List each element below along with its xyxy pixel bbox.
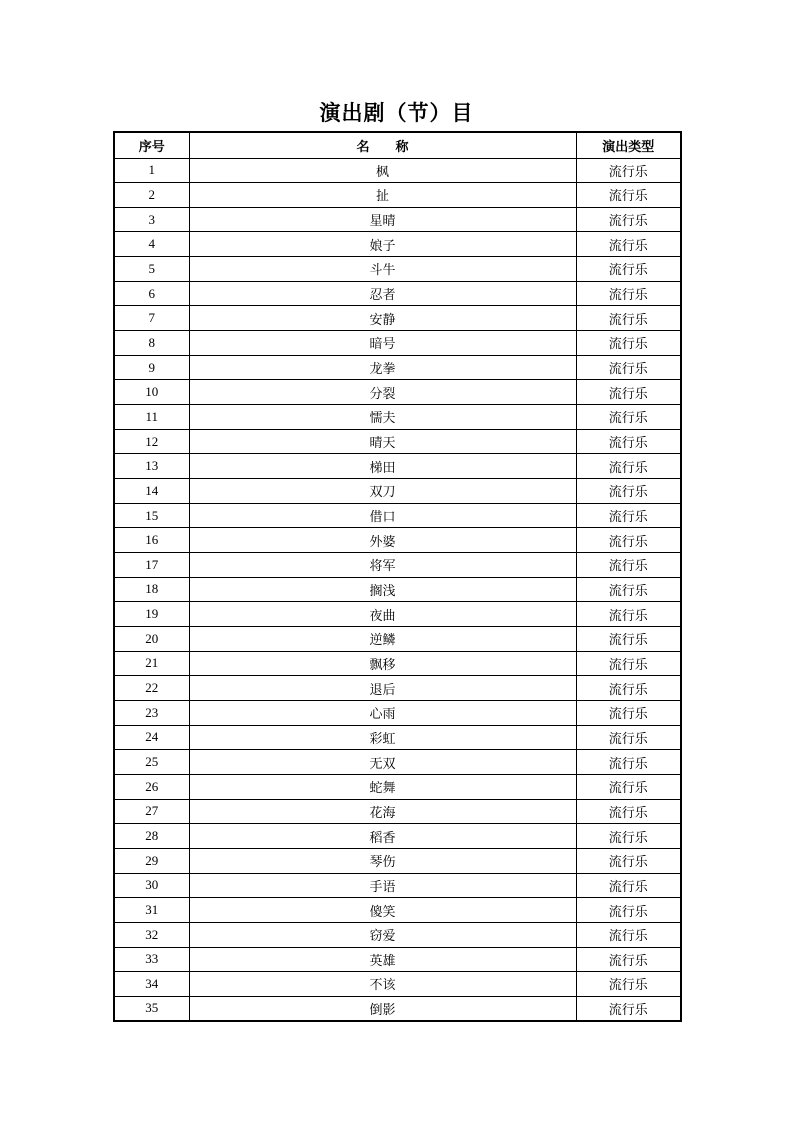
table-row (114, 207, 681, 232)
cell-name: 斗牛 (189, 257, 576, 282)
cell-type: 流行乐 (576, 454, 681, 479)
page-title: 演出剧（节）目 (319, 101, 474, 125)
table-row (114, 848, 681, 873)
cell-type: 流行乐 (576, 355, 681, 380)
table-row (114, 479, 681, 504)
cell-name: 心雨 (189, 700, 576, 725)
cell-index: 21 (114, 651, 189, 676)
cell-type: 流行乐 (576, 602, 681, 627)
cell-name: 逆鳞 (189, 626, 576, 651)
cell-name: 退后 (189, 676, 576, 701)
cell-index: 20 (114, 626, 189, 651)
cell-index: 11 (114, 405, 189, 430)
cell-index: 34 (114, 972, 189, 997)
cell-name: 彩虹 (189, 725, 576, 750)
cell-index: 10 (114, 380, 189, 405)
cell-index: 18 (114, 577, 189, 602)
cell-type: 流行乐 (576, 750, 681, 775)
cell-name: 窃爱 (189, 922, 576, 947)
table-row (114, 183, 681, 208)
table-row (114, 158, 681, 183)
cell-name: 梯田 (189, 454, 576, 479)
column-header-type: 演出类型 (576, 132, 681, 158)
cell-type: 流行乐 (576, 207, 681, 232)
table-body (114, 158, 681, 1021)
cell-type: 流行乐 (576, 183, 681, 208)
cell-name: 手语 (189, 873, 576, 898)
column-header-index: 序号 (114, 132, 189, 158)
table-row (114, 577, 681, 602)
cell-type: 流行乐 (576, 503, 681, 528)
cell-type: 流行乐 (576, 873, 681, 898)
cell-type: 流行乐 (576, 774, 681, 799)
cell-name: 分裂 (189, 380, 576, 405)
table-row (114, 873, 681, 898)
cell-type: 流行乐 (576, 158, 681, 183)
table-row (114, 972, 681, 997)
cell-name: 星晴 (189, 207, 576, 232)
table-row (114, 306, 681, 331)
cell-index: 3 (114, 207, 189, 232)
cell-type: 流行乐 (576, 848, 681, 873)
table-row (114, 281, 681, 306)
cell-name: 稻香 (189, 824, 576, 849)
cell-name: 蛇舞 (189, 774, 576, 799)
table-row (114, 824, 681, 849)
cell-name: 英雄 (189, 947, 576, 972)
cell-type: 流行乐 (576, 232, 681, 257)
cell-type: 流行乐 (576, 922, 681, 947)
cell-index: 9 (114, 355, 189, 380)
table-row (114, 528, 681, 553)
cell-type: 流行乐 (576, 898, 681, 923)
table-row (114, 626, 681, 651)
cell-name: 琴伤 (189, 848, 576, 873)
cell-index: 33 (114, 947, 189, 972)
cell-index: 29 (114, 848, 189, 873)
cell-type: 流行乐 (576, 405, 681, 430)
cell-index: 15 (114, 503, 189, 528)
cell-name: 忍者 (189, 281, 576, 306)
table-row (114, 454, 681, 479)
cell-index: 35 (114, 996, 189, 1021)
cell-type: 流行乐 (576, 824, 681, 849)
cell-name: 夜曲 (189, 602, 576, 627)
cell-type: 流行乐 (576, 281, 681, 306)
table-row (114, 799, 681, 824)
cell-type: 流行乐 (576, 725, 681, 750)
cell-name: 将军 (189, 553, 576, 578)
cell-index: 26 (114, 774, 189, 799)
table-row (114, 676, 681, 701)
cell-type: 流行乐 (576, 676, 681, 701)
cell-type: 流行乐 (576, 306, 681, 331)
table-row (114, 331, 681, 356)
table-row (114, 922, 681, 947)
table-row (114, 232, 681, 257)
cell-type: 流行乐 (576, 700, 681, 725)
cell-index: 5 (114, 257, 189, 282)
cell-type: 流行乐 (576, 257, 681, 282)
cell-type: 流行乐 (576, 429, 681, 454)
cell-index: 8 (114, 331, 189, 356)
cell-index: 13 (114, 454, 189, 479)
cell-type: 流行乐 (576, 799, 681, 824)
cell-name: 外婆 (189, 528, 576, 553)
cell-index: 28 (114, 824, 189, 849)
cell-type: 流行乐 (576, 626, 681, 651)
cell-name: 借口 (189, 503, 576, 528)
cell-index: 19 (114, 602, 189, 627)
table-row (114, 380, 681, 405)
cell-index: 1 (114, 158, 189, 183)
table-row (114, 602, 681, 627)
table-row (114, 947, 681, 972)
table-header-row (114, 132, 681, 158)
column-header-name: 名 称 (189, 132, 576, 158)
table-row (114, 429, 681, 454)
cell-name: 双刀 (189, 479, 576, 504)
cell-type: 流行乐 (576, 528, 681, 553)
cell-type: 流行乐 (576, 380, 681, 405)
cell-name: 枫 (189, 158, 576, 183)
cell-name: 倒影 (189, 996, 576, 1021)
cell-index: 32 (114, 922, 189, 947)
table-row (114, 898, 681, 923)
cell-index: 31 (114, 898, 189, 923)
cell-type: 流行乐 (576, 553, 681, 578)
cell-index: 16 (114, 528, 189, 553)
cell-name: 懦夫 (189, 405, 576, 430)
table-row (114, 774, 681, 799)
cell-type: 流行乐 (576, 651, 681, 676)
table-row (114, 257, 681, 282)
cell-name: 不该 (189, 972, 576, 997)
cell-type: 流行乐 (576, 996, 681, 1021)
cell-name: 傻笑 (189, 898, 576, 923)
cell-index: 22 (114, 676, 189, 701)
cell-index: 25 (114, 750, 189, 775)
cell-index: 17 (114, 553, 189, 578)
table-row (114, 355, 681, 380)
cell-name: 娘子 (189, 232, 576, 257)
table-row (114, 725, 681, 750)
cell-index: 23 (114, 700, 189, 725)
cell-type: 流行乐 (576, 947, 681, 972)
table-row (114, 503, 681, 528)
cell-index: 27 (114, 799, 189, 824)
table-row (114, 651, 681, 676)
table-row (114, 405, 681, 430)
cell-index: 12 (114, 429, 189, 454)
cell-name: 暗号 (189, 331, 576, 356)
cell-index: 24 (114, 725, 189, 750)
cell-type: 流行乐 (576, 479, 681, 504)
cell-index: 2 (114, 183, 189, 208)
table-row (114, 700, 681, 725)
cell-index: 14 (114, 479, 189, 504)
cell-name: 扯 (189, 183, 576, 208)
cell-name: 飘移 (189, 651, 576, 676)
table-row (114, 750, 681, 775)
table-row (114, 553, 681, 578)
cell-name: 安静 (189, 306, 576, 331)
cell-name: 无双 (189, 750, 576, 775)
cell-index: 4 (114, 232, 189, 257)
cell-type: 流行乐 (576, 577, 681, 602)
program-table (113, 131, 682, 1022)
cell-index: 7 (114, 306, 189, 331)
cell-type: 流行乐 (576, 972, 681, 997)
cell-index: 30 (114, 873, 189, 898)
cell-type: 流行乐 (576, 331, 681, 356)
cell-name: 花海 (189, 799, 576, 824)
cell-name: 龙拳 (189, 355, 576, 380)
cell-name: 搁浅 (189, 577, 576, 602)
table-row (114, 996, 681, 1021)
cell-index: 6 (114, 281, 189, 306)
cell-name: 晴天 (189, 429, 576, 454)
